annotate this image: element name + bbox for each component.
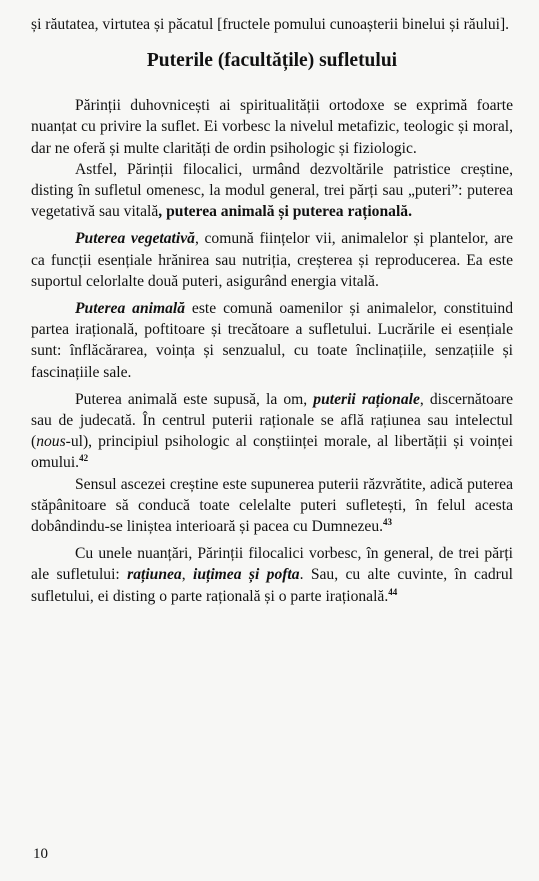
paragraph-2-text-a: Astfel, Părinții filocalici, urmând dezvoltările patristice creștine, disting în sufletul omenesc, la modul general, trei părți sau „puteri”: puterea vegetativă sau vitală bbox=[31, 160, 513, 221]
intro-line: și răutatea, virtutea și păcatul [fructele pomului cunoașterii binelui și răului]. bbox=[31, 16, 510, 33]
paragraph-3 bbox=[31, 228, 513, 292]
paragraph-4-text: este comună oamenilor și animalelor, constituind partea irațională, poftitoare și trecătoare a sufletului. Lucrările ei esențiale sunt: înflăcărarea, voința și senzualul, cu toate înclinațiile, senzațiile și fascinațiile sale. bbox=[31, 300, 513, 381]
paragraph-1-text: Părinții duhovnicești ai spiritualității ortodoxe se exprimă foarte nuanțat cu privire la suflet. Ei vorbesc la nivelul metafizic, teologic și moral, dar ne oferă și multe clarități de ordin psihologic și fiziologic. bbox=[31, 97, 513, 157]
separator-2: și bbox=[241, 566, 267, 584]
paragraph-4 bbox=[31, 298, 513, 383]
term-reason: rațiunea bbox=[127, 566, 182, 584]
term-rational-power: puterii raționale bbox=[313, 390, 420, 408]
paragraph-5-text-a: Puterea animală este supusă, la om, bbox=[75, 390, 314, 408]
page-number: 10 bbox=[33, 846, 48, 862]
footnote-ref-42: 42 bbox=[79, 453, 89, 464]
footnote-ref-44: 44 bbox=[388, 586, 398, 597]
paragraph-1 bbox=[31, 95, 513, 159]
paragraph-5-text-b: , discernătoare sau de judecată. În centrul puterii raționale se află rațiunea sau intelectul ( bbox=[31, 390, 513, 451]
paragraph-7-text-a: Cu unele nuanțări, Părinții filocalici vorbesc, în general, de trei părți ale sufletului: bbox=[31, 545, 513, 584]
term-vegetative-power: Puterea vegetativă bbox=[75, 230, 195, 248]
paragraph-3-text: , comună ființelor vii, animalelor și plantelor, are ca funcții esențiale hrănirea sau nutriția, creșterea și reproducerea. Ea este suportul celorlalte două puteri, asigurând energia vitală. bbox=[31, 230, 514, 290]
term-animal-power: Puterea animală bbox=[75, 300, 186, 318]
footnote-ref-43: 43 bbox=[383, 516, 393, 527]
intro-text bbox=[31, 14, 513, 35]
section-heading: Puterile (facultățile) sufletului bbox=[146, 50, 398, 72]
paragraph-6 bbox=[31, 474, 513, 538]
paragraph-5 bbox=[31, 389, 513, 474]
paragraph-2 bbox=[31, 159, 513, 223]
term-irascibility: iuțimea bbox=[192, 566, 242, 584]
paragraph-2-text-b: , puterea animală și puterea rațională. bbox=[158, 203, 412, 221]
paragraph-5-text-c: -ul), principiul psihologic al conștiinței morale, al libertății și voinței omului. bbox=[31, 433, 513, 472]
paragraph-7-text-b: . Sau, cu alte cuvinte, în cadrul sufletului, ei disting o parte rațională și o parte irațională. bbox=[31, 566, 513, 605]
paragraph-6-text: Sensul ascezei creștine este supunerea puterii răzvrătite, adică puterea stăpânitoare să conducă toate celelalte puteri sufletești, în felul acesta dobândindu-se liniștea interioară și pacea cu Dumnezeu. bbox=[31, 475, 513, 536]
paragraph-7 bbox=[31, 543, 513, 607]
term-desire: pofta bbox=[266, 566, 300, 584]
separator-1: , bbox=[181, 566, 193, 584]
term-nous: nous bbox=[36, 433, 66, 451]
